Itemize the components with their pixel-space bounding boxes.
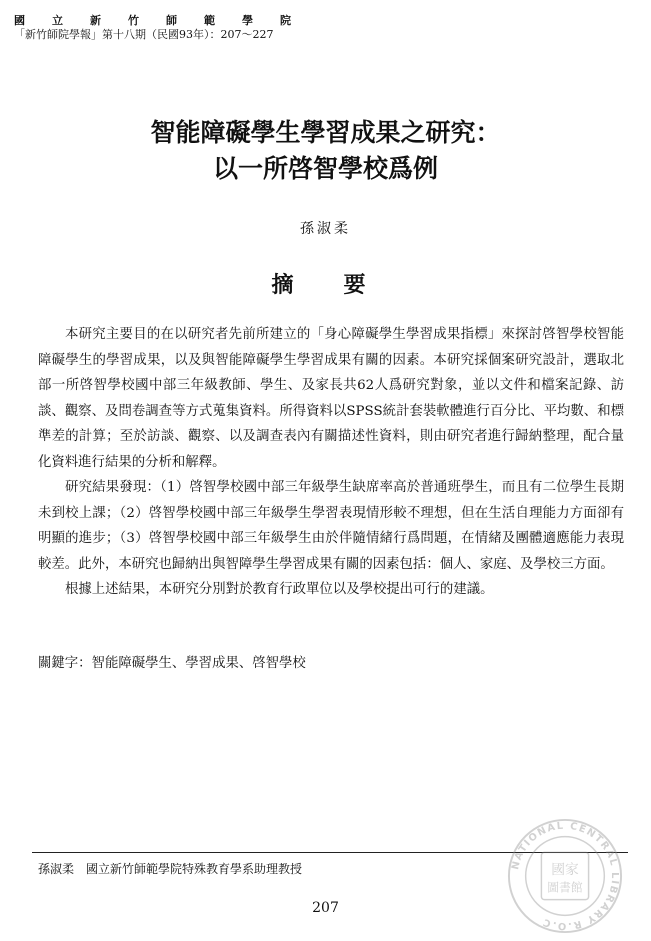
abstract-heading: 摘 要 bbox=[271, 273, 380, 298]
author-affiliation-footnote: 孫淑柔 國立新竹師範學院特殊教育學系助理教授 bbox=[38, 862, 303, 876]
svg-text:圖書館: 圖書館 bbox=[547, 880, 583, 895]
abstract-body bbox=[38, 322, 624, 603]
page-number: 207 bbox=[312, 900, 339, 916]
author-name: 孫淑柔 bbox=[300, 221, 351, 237]
abstract-paragraph-1: 本研究主要目的在以研究者先前所建立的「身心障礙學生學習成果指標」來探討啓智學校智能障礙學生的學習成果，以及與智能障礙學生學習成果有關的因素。本研究採個案研究設計，選取北部一所啓智學校國中部三年級教師、學生、及家長共62人爲研究對象，並以文件和檔案記錄、訪談、觀察、及問卷調查等方式蒐集資料。所得資料以SPSS統計套裝軟體進行百分比、平均數、和標準差的計算；至於訪談、觀察、以及調查表內有關描述性資料，則由研究者進行歸納整理，配合量化資料進行結果的分析和解釋。 bbox=[38, 327, 624, 470]
title-line-1: 智能障礙學生學習成果之研究： bbox=[150, 118, 501, 147]
running-head bbox=[14, 14, 318, 42]
library-seal-stamp bbox=[506, 817, 624, 935]
paper-title bbox=[0, 115, 651, 187]
journal-citation: 「新竹師院學報」第十八期（民國93年）：207～227 bbox=[14, 28, 274, 41]
abstract-paragraph-3: 根據上述結果，本研究分別對於教育行政單位以及學校提出可行的建議。 bbox=[65, 582, 494, 597]
abstract-paragraph-2: 研究結果發現：（1）啓智學校國中部三年級學生缺席率高於普通班學生，而且有二位學生長期未到校上課；（2）啓智學校國中部三年級學生學習表現情形較不理想，但在生活自理能力方面卻有明顯的進步；（3）啓智學校國中部三年級學生由於伴隨情緒行爲問題，在情緒及團體適應能力表現較差。此外，本研究也歸納出與智障學生學習成果有關的因素包括：個人、家庭、及學校三方面。 bbox=[38, 480, 624, 572]
institution-name: 國立新竹師範學院 bbox=[14, 14, 318, 27]
title-line-2: 以一所啓智學校爲例 bbox=[212, 154, 438, 183]
svg-text:國家: 國家 bbox=[551, 862, 579, 879]
keywords: 關鍵字：智能障礙學生、學習成果、啓智學校 bbox=[38, 656, 306, 671]
svg-text:NATIONAL CENTRAL LIBRARY R.O.C: NATIONAL CENTRAL LIBRARY R.O.C bbox=[510, 820, 621, 932]
